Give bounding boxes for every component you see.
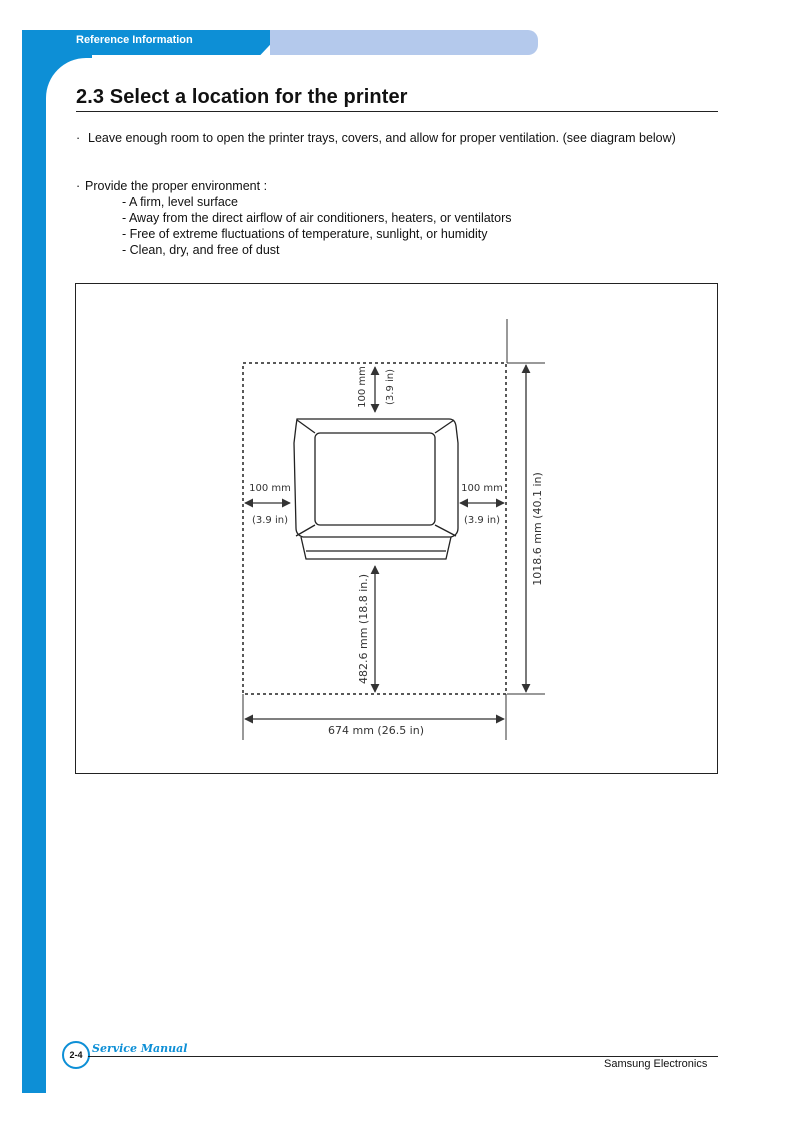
left-clearance-mm: 100 mm: [249, 483, 291, 494]
clearance-diagram: [75, 283, 718, 774]
bullet-mark: ·: [76, 179, 81, 193]
left-clearance-in: (3.9 in): [251, 515, 289, 526]
header-band: [270, 30, 538, 55]
page-number-badge: 2-4: [62, 1041, 90, 1069]
page-title: 2.3 Select a location for the printer: [76, 86, 408, 108]
top-clearance-in: (3.9 in): [385, 368, 396, 406]
bullet-ventilation: [76, 130, 716, 146]
list-item: - A firm, level surface: [122, 195, 239, 209]
manual-label: Service Manual: [92, 1042, 188, 1055]
bullet-environment: [76, 178, 267, 194]
bullet-text: Provide the proper environment :: [85, 179, 268, 193]
company-name: Samsung Electronics: [604, 1058, 708, 1070]
environment-list: [122, 194, 512, 258]
printer-illustration: [294, 419, 458, 559]
footer-rule: [88, 1056, 718, 1057]
right-clearance-in: (3.9 in): [463, 515, 501, 526]
right-clearance-mm: 100 mm: [461, 483, 503, 494]
bullet-text: Leave enough room to open the printer trays, covers, and allow for proper ventilation. (see diagram below): [88, 131, 676, 145]
list-item: - Away from the direct airflow of air conditioners, heaters, or ventilators: [122, 211, 512, 225]
list-item: - Free of extreme fluctuations of temperature, sunlight, or humidity: [122, 227, 488, 241]
title-rule: [76, 111, 718, 112]
bullet-mark: ·: [76, 131, 81, 145]
width-label: 674 mm (26.5 in): [327, 724, 425, 737]
list-item: - Clean, dry, and free of dust: [122, 243, 280, 257]
front-clearance-label: 482.6 mm (18.8 in.): [357, 573, 370, 685]
top-clearance-mm: 100 mm: [357, 366, 368, 408]
depth-label: 1018.6 mm (40.1 in): [531, 472, 544, 586]
section-label: Reference Information: [76, 34, 193, 46]
